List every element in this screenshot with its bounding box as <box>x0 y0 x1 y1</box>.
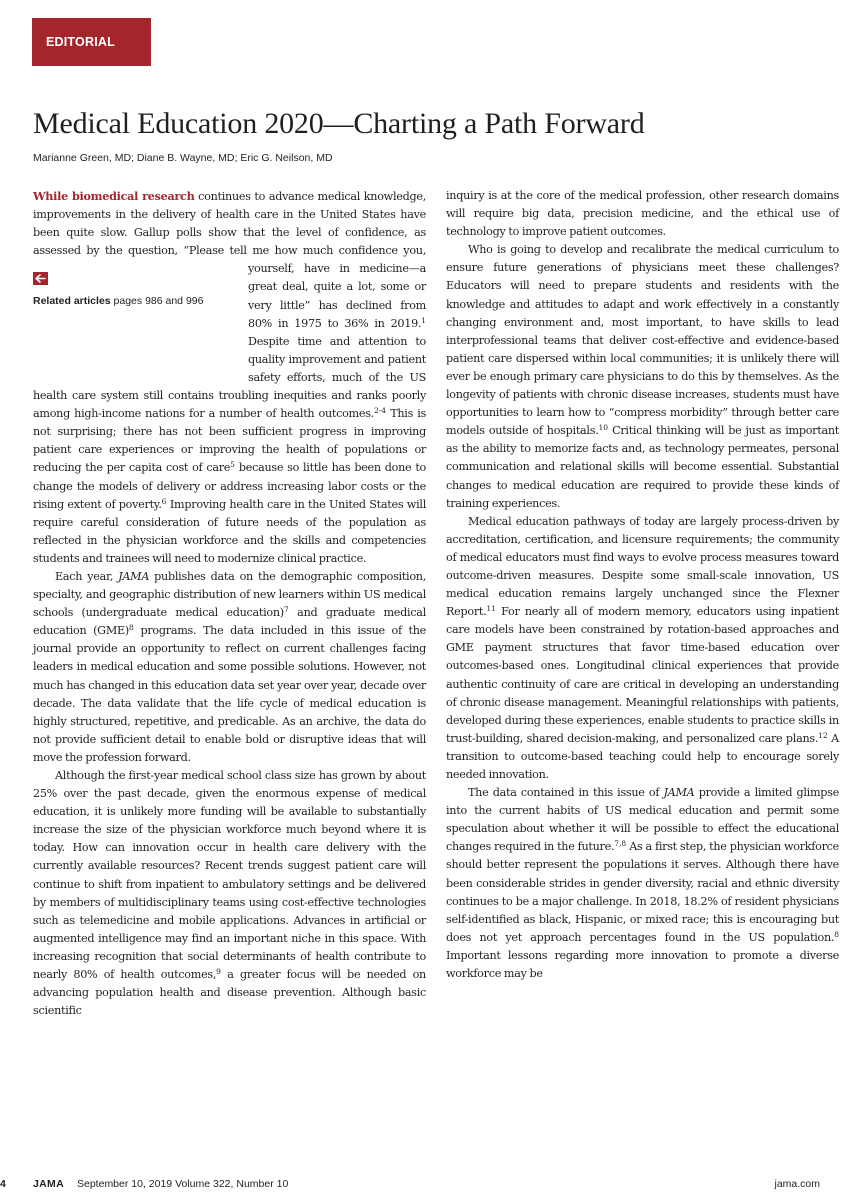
body-text: provide a limited glimpse into the current habits of US medical education and permit some speculation about whether it will be possible to effect the educational changes required in the future. <box>446 786 839 854</box>
related-articles-box[interactable] <box>33 262 238 370</box>
related-articles-label: Related articles <box>33 295 111 308</box>
footer-journal: JAMA <box>33 1178 64 1190</box>
body-text: Despite time and attention to quality improvement and patient safety efforts, much of the US health care system still contains troubling inequities and ranks poorly among high-income nations for a number of health outcomes. <box>33 334 426 421</box>
body-text: Medical education pathways of today are largely process-driven by accreditation, certification, and licensure requirements; the community of medical educators must find ways to evolve process measures toward outcome-driven measures. Despite some small-scale innovation, US medical education remains largely unchanged since the Flexner Report. <box>446 514 839 619</box>
body-text: Each year, <box>55 569 119 583</box>
body-text: A transition to outcome-based teaching could help to encourage sorely needed innovation. <box>446 731 839 781</box>
article-title: Medical Education 2020—Charting a Path Forward <box>33 107 645 140</box>
body-text: inquiry is at the core of the medical profession, other research domains will require big data, precision medicine, and the ethical use of technology to improve patient outcomes. <box>446 189 839 239</box>
citation-ref[interactable]: 10 <box>598 423 609 433</box>
paragraph <box>33 568 426 767</box>
body-text: and graduate medical education (GME) <box>33 606 426 638</box>
page-number: 4 <box>0 1178 6 1190</box>
body-text: publishes data on the demographic composition, specialty, and geographic distribution of new learners within US medical schools (undergraduate medical education) <box>33 569 426 620</box>
citation-ref[interactable]: 7 <box>283 605 289 615</box>
citation-ref[interactable]: 9 <box>216 967 221 977</box>
body-text: As a first step, the physician workforce should better represent the populations it serves. Although there have been considerable strides in gender diversity, racial and ethnic diversity continues to be a major challenge. In 2018, 18.2% of resident physicians self-identified as black, Hispanic, or mixed race; this is encouraging but does not yet approach percentages found in the US population. <box>446 840 839 944</box>
citation-ref[interactable]: 6 <box>161 496 167 506</box>
author-list: Marianne Green, MD; Diane B. Wayne, MD; Eric G. Neilson, MD <box>33 152 333 164</box>
citation-ref[interactable]: 7,8 <box>614 839 627 849</box>
body-text: Improving health care in the United States will require careful consideration of future needs of the population as reflected in the physician workforce and the skills and competencies students and trainees will need to modernize clinical practice. <box>33 497 426 565</box>
paragraph <box>446 513 839 784</box>
citation-ref[interactable]: 1 <box>421 315 426 325</box>
body-text: me how much confidence you, yourself, have in medicine—a great deal, quite a lot, some or very little” has declined from 80% in 1975 to 36% in 2019. <box>248 244 426 330</box>
body-text: Although the first-year medical school class size has grown by about 25% over the past decade, given the enormous expense of medical education, it is unlikely more funding will be available to substantially increase the size of the physician workforce much beyond where it is today. How can innovation occur in health care delivery with the currently available resources? Recent trends suggest patient care will continue to shift from inpatient to ambulatory settings and be delivered by members of multidisciplinary teams using cost-effective technologies such as telemedicine and mobile applications. Advances in artificial or augmented intelligence may find an important niche in this space. With increasing recognition that social determinants of health contribute to nearly 80% of health outcomes, <box>33 769 426 982</box>
body-text: Important lessons regarding more innovation to promote a diverse workforce may be <box>446 948 839 981</box>
body-text: For nearly all of modern memory, educators using inpatient care models have been constrained by rotation-based approaches and GME payment structures that favor time-based education over outcomes-based ones. Longitudinal clinical experiences that provide authentic continuity of care are critical in developing an understanding of chronic disease management. Meaningful relationships with patients, developed during these experiences, enable students to practice skills in trust-building, shared decision-making, and personalized care plans. <box>446 605 839 745</box>
body-text: Who is going to develop and recalibrate the medical curriculum to ensure future generations of physicians meet these challenges? Educators will need to prepare students and residents with the knowledge and attitudes to adapt and work effectively in a constantly changing environment and, most important, to have skills to lead interprofessional teams that deliver cost-effective and evidence-based patient care dispersed within local communities; it is unlikely there will ever be enough primary care physicians to do this by themselves. As the longevity of patients with chronic disease increases, students must have opportunities to learn how to “compress morbidity” through better care models outside of hospitals. <box>446 243 839 438</box>
paragraph <box>446 241 839 512</box>
citation-ref[interactable]: 2-4 <box>373 406 387 416</box>
right-column <box>446 187 839 983</box>
section-label: EDITORIAL <box>32 18 151 66</box>
body-text: This is not surprising; there has not been sufficient progress in improving patient care experiences or improving the health of populations or reducing the per capita cost of care <box>33 407 426 475</box>
issue-info: September 10, 2019 Volume 322, Number 10 <box>77 1178 289 1190</box>
citation-ref[interactable]: 5 <box>230 460 235 470</box>
journal-name: JAMA <box>663 786 695 800</box>
site-link[interactable]: jama.com <box>774 1178 820 1190</box>
page-footer <box>0 1178 843 1194</box>
related-articles-pages[interactable]: pages 986 and 996 <box>110 295 204 308</box>
citation-ref[interactable]: 8 <box>129 623 134 633</box>
journal-name: JAMA <box>118 569 150 583</box>
citation-ref[interactable]: 8 <box>834 929 839 939</box>
citation-ref[interactable]: 12 <box>818 730 828 740</box>
paragraph <box>446 187 839 241</box>
paragraph <box>33 187 426 568</box>
citation-ref[interactable]: 11 <box>486 604 496 614</box>
body-text: because so little has been done to change the models of delivery or address increasing labor costs or the rising extent of poverty. <box>33 461 426 511</box>
body-text: The data contained in this issue of <box>468 786 664 800</box>
paragraph <box>446 784 839 983</box>
lead-in: While biomedical research <box>33 189 195 203</box>
paragraph <box>33 767 426 1020</box>
body-text: a greater focus will be needed on advancing population health and disease prevention. Although basic scientific <box>33 968 426 1018</box>
body-text: Critical thinking will be just as important as the ability to memorize facts and, as technology permeates, personal communication and relational skills will become essential. Substantial changes to medical education are required to provide these kinds of training experiences. <box>446 424 839 510</box>
body-text: continues to advance medical knowledge, improvements in the delivery of health care in the United States have been quite slow. Gallup polls show that the level of confidence, as assessed by the question, “Please tell <box>33 190 426 258</box>
left-arrow-icon <box>33 272 48 285</box>
body-text: programs. The data included in this issue of the journal provide an opportunity to reflect on current challenges facing leaders in medical education and some possible solutions. However, not much has changed in this education data set year over year, decade over decade. The data validate that the life cycle of medical education is highly structured, repetitive, and predicable. As an archive, the data do not provide sufficient detail to enable bold or disruptive ideas that will move the profession forward. <box>33 624 427 764</box>
left-column <box>33 187 426 1020</box>
